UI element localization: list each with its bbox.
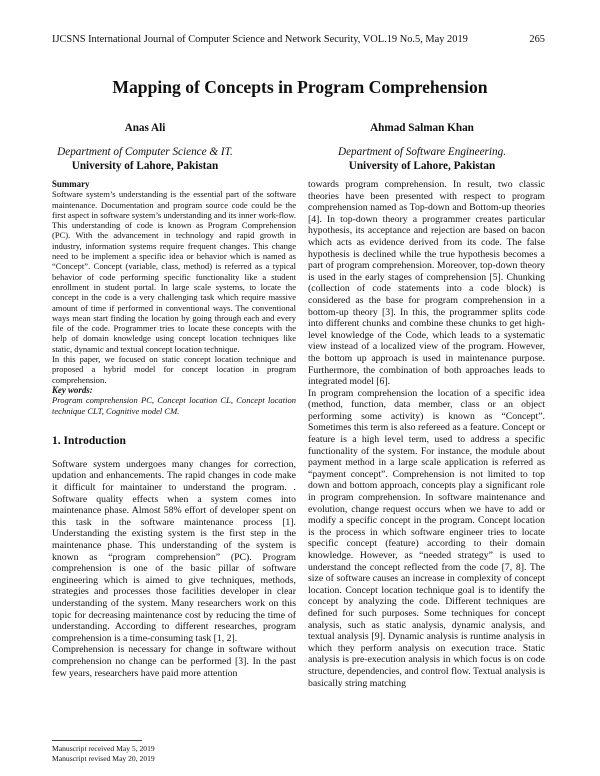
manuscript-footnote (52, 740, 272, 763)
author-university: University of Lahore, Pakistan (71, 160, 219, 172)
author-block-1 (15, 121, 275, 173)
body-paragraph: towards program comprehension. In result, two classic theories have been presented with respect to program comprehension named as Top-down and Bottom-up theories [4]. In top-down theory a programmer creates particular hypothesis, its acceptance and rejection are based on bacon which acts as evidence derived from its code. The false hypothesis is declined while the true hypothesis becomes a part of program comprehension. Moreover, top-down theory is used in the early stages of comprehension [5]. Chunking (collection of code statements into a code block) is considered as the base for program comprehension in a bottom-up theory [3]. In this, the programmer splits code into different chunks and combine these chunks to get high-level knowledge of the Code, which leads to a systematic view instead of a localized view of the program. However, the bottom up approach is used in maintenance purpose. Furthermore, the combination of both approaches leads to integrated model [6]. (308, 179, 545, 388)
summary-heading: Summary (52, 179, 90, 189)
author-name: Anas Ali (124, 122, 166, 134)
author-block-2 (292, 121, 552, 173)
author-name: Ahmad Salman Khan (370, 122, 474, 134)
summary-paragraph: Software system’s understanding is the essential part of the software maintenance. Documentation and program source code could be the first aspect in software system’s understanding and its inner work-flow. This understanding of code is known as Program Comprehension (PC). With the advancement in technology and rapid growth in industry, information systems require frequent changes. This change need to be implement a specific idea or behavior which is named as “Concept”. Concept (variable, class, method) is referred as a typical behavior of code performing specific functionality like a student enrollment in student portal. In large scale systems, to locate the concept in the code is a very challenging task which require massive amount of time if performed in conventional ways. The conventional ways mean start finding the location by going through each and every file of the code. Programmer tries to locate these concepts with the help of domain knowledge using concept location techniques like static, dynamic and textual concept location technique. (52, 189, 296, 354)
right-column (308, 179, 545, 689)
body-paragraph: Comprehension is necessary for change in software without comprehension no change can be performed [3]. In the past few years, researchers have paid more attention (52, 644, 296, 679)
manuscript-received: Manuscript received May 5, 2019 (52, 744, 155, 753)
manuscript-revised: Manuscript revised May 20, 2019 (52, 753, 155, 763)
body-paragraph: In program comprehension the location of a specific idea (method, function, data member, class or an object performing some activity) is known as “Concept”. Sometimes this term is also refereed as a feature. Concept or feature is a high level term, used to address a specific functionality of the system. For instance, the module about payment method in a large scale application is referred as “payment concept”. Comprehension is not limited to top down and bottom approach, concepts play a significant role in program comprehension. In software maintenance and evolution, change request occurs when we have to add or modify a specific concept in the program. Concept location is the process in which software engineer tries to locate specific concept (feature) according to their domain knowledge. However, as “needed strategy” is used to understand the concept reflected from the code [7, 8]. The size of software causes an increase in complexity of concept location. Concept location technique goal is to identify the concept by analyzing the code. Different techniques are defined for such purposes. Some techniques for concept analysis, such as static analysis, dynamic analysis, and textual analysis [9]. Dynamic analysis is runtime analysis in which they perform analysis on execution trace. Static analysis is pre-execution analysis in which focus is on code structure, dependencies, and control flow. Textual analysis is basically string matching (308, 387, 545, 689)
paper-title: Mapping of Concepts in Program Comprehension (112, 77, 488, 97)
section-heading-introduction: 1. Introduction (52, 434, 126, 447)
left-column (52, 179, 296, 679)
summary-paragraph: In this paper, we focused on static concept location technique and proposed a hybrid model for concept location in program comprehension. (52, 354, 296, 385)
body-paragraph: Software system undergoes many changes for correction, updation and enhancements. The rapid changes in code make it difficult for maintainer to understand the program. . Software quality effects when a system comes into maintenance phase. Almost 58% effort of developer spent on this task in the software maintenance process [1]. Understanding the existing system is the first step in the maintenance phase. This understanding of the system is known as “program comprehension” (PC). Program comprehension is one of the basic pillar of software engineering which is aimed to give techniques, methods, strategies and processes those facilities developer in clear understanding of the system. Many researchers work on this topic for decreasing maintenance cost by reducing the time of understanding. According to different researches, program comprehension is a time-consuming task [1, 2]. (52, 458, 296, 644)
footnote-rule (52, 740, 142, 741)
journal-name: IJCSNS International Journal of Computer Science and Network Security, VOL.19 No.5, May 2019 (52, 34, 468, 45)
running-header (52, 33, 545, 47)
author-department: Department of Computer Science & IT. (57, 146, 233, 158)
author-university: University of Lahore, Pakistan (348, 160, 496, 172)
author-department: Department of Software Engineering. (338, 146, 506, 158)
keywords-heading: Key words: (52, 384, 93, 395)
page-number: 265 (529, 34, 545, 45)
keywords-text: Program comprehension PC, Concept location CL, Concept location technique CLT, Cognitive model CM. (52, 395, 296, 416)
